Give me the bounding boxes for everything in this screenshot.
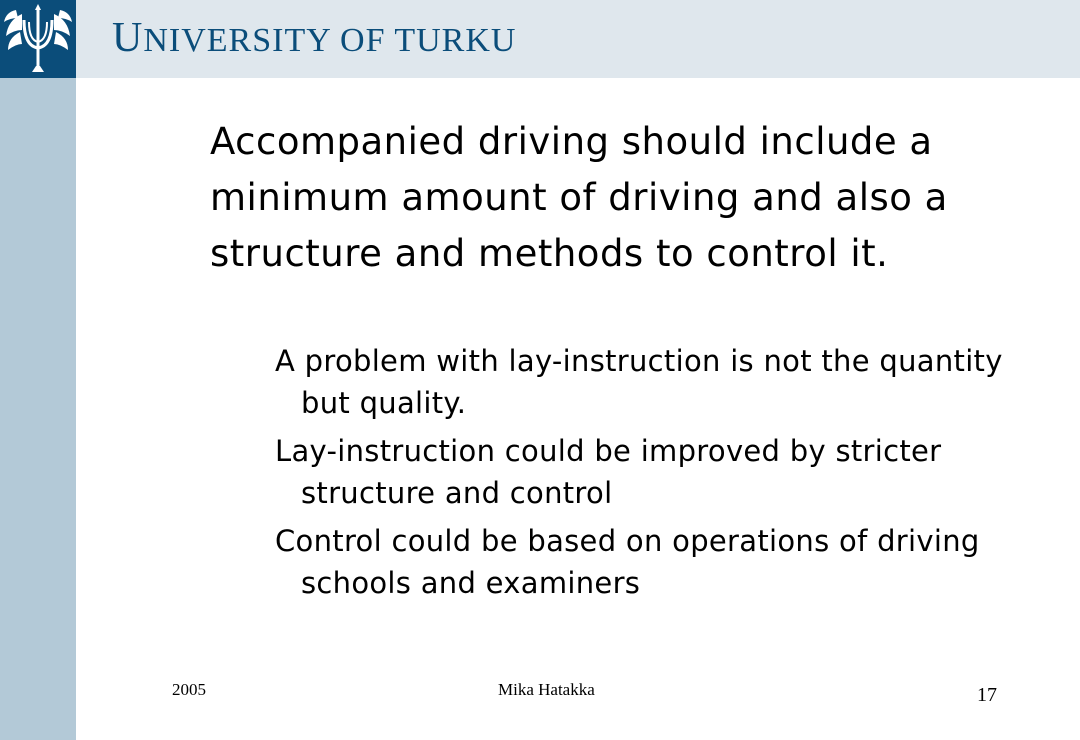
university-crest-icon <box>0 0 76 78</box>
main-point: Accompanied driving should include a minimum amount of driving and also a structure and methods to control it. <box>210 120 948 275</box>
left-sidebar-bar <box>0 0 76 740</box>
sub-point: A problem with lay-instruction is not the quantity but quality. <box>275 344 1003 420</box>
sub-point: Lay-instruction could be improved by stricter structure and control <box>275 434 942 510</box>
page-number: 17 <box>977 684 997 706</box>
university-title-initial: U <box>112 15 144 61</box>
university-title-rest: NIVERSITY OF TURKU <box>143 22 517 59</box>
university-title <box>112 14 516 62</box>
sub-point: Control could be based on operations of driving schools and examiners <box>275 524 980 600</box>
sub-point-list <box>275 340 1035 610</box>
footer-author: Mika Hatakka <box>498 680 595 699</box>
footer-year: 2005 <box>172 680 206 699</box>
